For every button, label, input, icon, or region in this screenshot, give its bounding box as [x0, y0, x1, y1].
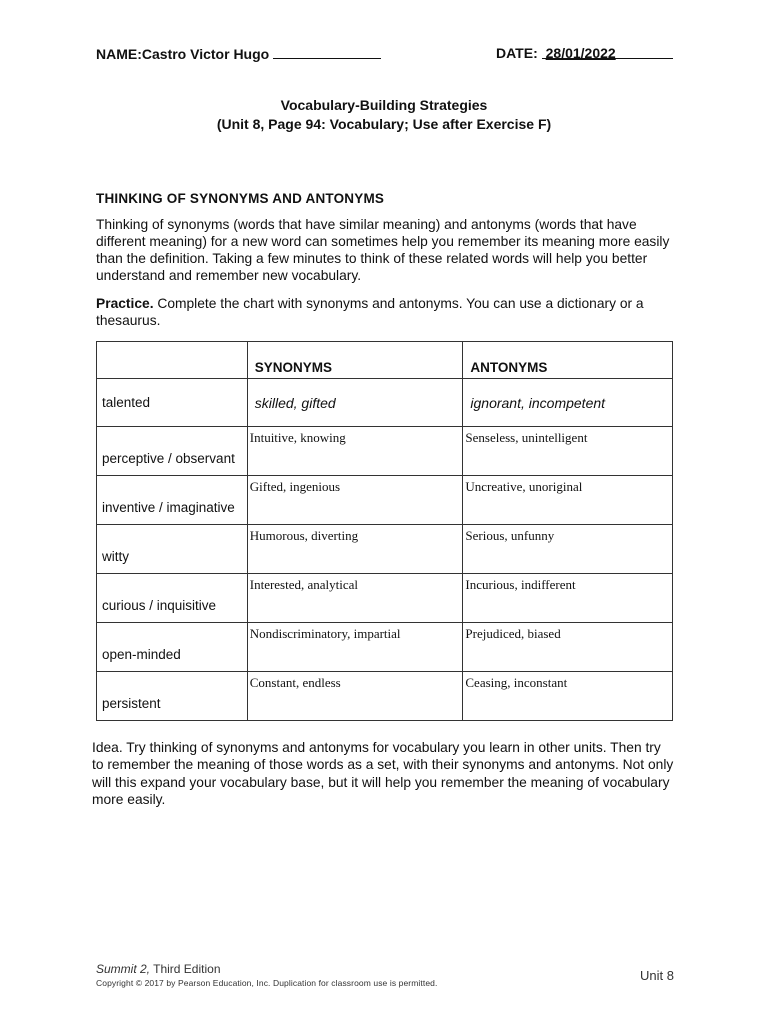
table-row [97, 476, 673, 525]
row-antonyms[interactable]: Serious, unfunny [463, 525, 673, 574]
row-antonyms[interactable]: Incurious, indifferent [463, 574, 673, 623]
footer-unit: Unit 8 [640, 968, 674, 983]
table-header-row [97, 342, 673, 379]
row-word: open-minded [97, 623, 248, 672]
row-word: persistent [97, 672, 248, 721]
section-heading: THINKING OF SYNONYMS AND ANTONYMS [96, 191, 385, 206]
date-line [496, 45, 673, 61]
date-value: 28/01/2022 [545, 45, 616, 61]
row-synonyms[interactable]: Nondiscriminatory, impartial [247, 623, 463, 672]
date-label: DATE: [496, 45, 538, 61]
table-row [97, 574, 673, 623]
row-antonyms[interactable]: Uncreative, unoriginal [463, 476, 673, 525]
table-row [97, 623, 673, 672]
header-antonyms: ANTONYMS [463, 342, 673, 379]
name-value: Castro Victor Hugo [141, 46, 270, 62]
row-synonyms[interactable]: Gifted, ingenious [247, 476, 463, 525]
row-word: curious / inquisitive [97, 574, 248, 623]
worksheet-title [96, 96, 672, 134]
name-line [96, 45, 381, 62]
book-title: Summit 2, [96, 962, 151, 976]
header-word-cell [97, 342, 248, 379]
row-synonyms[interactable]: Intuitive, knowing [247, 427, 463, 476]
row-synonyms[interactable]: Constant, endless [247, 672, 463, 721]
name-label: NAME: [96, 46, 142, 62]
row-word: inventive / imaginative [97, 476, 248, 525]
intro-paragraph: Thinking of synonyms (words that have similar meaning) and antonyms (words that have different meaning) for a new word can sometimes help you remember its meaning more easily than the definition. Taking a few minutes to think of these related words will help you better understand and remember new vocabulary. [96, 217, 670, 283]
practice-label: Practice. [96, 296, 154, 311]
title-line-2: (Unit 8, Page 94: Vocabulary; Use after Exercise F) [216, 116, 552, 132]
table-row [97, 525, 673, 574]
table-row [97, 672, 673, 721]
practice-instructions [96, 295, 676, 329]
name-blank [273, 45, 381, 59]
row-synonyms[interactable]: Humorous, diverting [247, 525, 463, 574]
book-edition: Third Edition [150, 962, 221, 976]
footer-copyright: Copyright © 2017 by Pearson Education, Inc. Duplication for classroom use is permitted. [96, 978, 438, 988]
title-line-1: Vocabulary-Building Strategies [280, 97, 488, 113]
row-antonyms[interactable]: Senseless, unintelligent [463, 427, 673, 476]
example-antonyms: ignorant, incompetent [463, 379, 673, 427]
row-antonyms[interactable]: Prejudiced, biased [463, 623, 673, 672]
example-row [97, 379, 673, 427]
row-antonyms[interactable]: Ceasing, inconstant [463, 672, 673, 721]
row-synonyms[interactable]: Interested, analytical [247, 574, 463, 623]
row-word: perceptive / observant [97, 427, 248, 476]
table-row [97, 427, 673, 476]
practice-text: Complete the chart with synonyms and antonyms. You can use a dictionary or a thesaurus. [96, 296, 644, 328]
idea-paragraph: Idea. Try thinking of synonyms and antonyms for vocabulary you learn in other units. Then try to remember the meaning of those words as a set, with their synonyms and antonyms. Not only will this expand your vocabulary base, but it will help you remember the meaning of vocabulary more easily. [92, 740, 674, 808]
row-word: witty [97, 525, 248, 574]
header-synonyms: SYNONYMS [247, 342, 463, 379]
synonyms-antonyms-table [96, 341, 673, 721]
footer-book-title [96, 962, 221, 976]
example-word: talented [97, 379, 248, 427]
example-synonyms: skilled, gifted [247, 379, 463, 427]
date-blank [542, 45, 673, 59]
